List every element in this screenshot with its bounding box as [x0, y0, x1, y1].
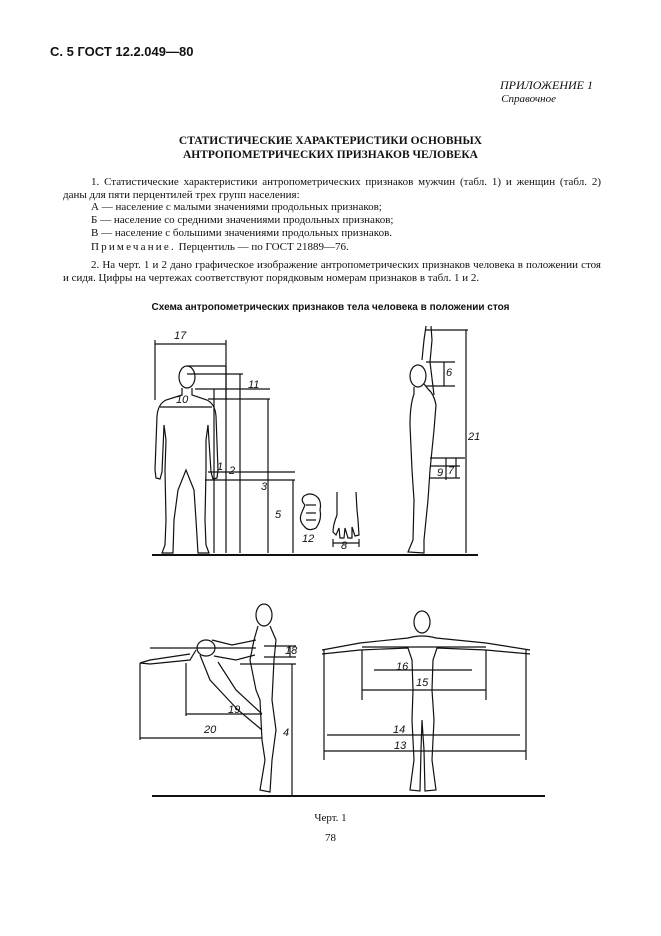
label-13: 13: [394, 740, 407, 752]
page-number: 78: [325, 832, 336, 844]
reach-figure: [140, 604, 276, 792]
note-text: Перцентиль — по ГОСТ 21889—76.: [175, 241, 349, 253]
label-3: 3: [261, 481, 268, 493]
figure-caption: Схема антропометрических признаков тела человека в положении стоя: [151, 302, 510, 313]
label-15: 15: [416, 677, 429, 689]
drawing-label: Черт. 1: [314, 812, 347, 824]
label-16: 16: [396, 661, 409, 673]
label-8: 8: [341, 540, 348, 552]
appendix-kind: Справочное: [501, 93, 556, 105]
label-11: 11: [248, 379, 260, 391]
label-21: 21: [468, 431, 481, 443]
arms-spread-figure: [322, 611, 530, 791]
paragraph-1: 1. Статистические характеристики антропометрических признаков мужчин (табл. 1) и женщин (табл. 2) даны для пяти перцентилей трех групп населения:: [63, 176, 601, 201]
title-line-2: АНТРОПОМЕТРИЧЕСКИХ ПРИЗНАКОВ ЧЕЛОВЕКА: [183, 149, 478, 161]
fist-sketch: [300, 494, 320, 530]
label-9: 9: [437, 467, 444, 479]
paragraph-2: 2. На черт. 1 и 2 дано графическое изображение антропометрических признаков человека в положении стоя и сидя. Цифры на чертежах соответствуют порядковым номерам признаков в табл. 1 и 2.: [63, 259, 601, 284]
label-7: 7: [448, 465, 455, 477]
note-label: Примечание.: [91, 241, 176, 253]
label-6: 6: [446, 367, 453, 379]
label-18: 18: [285, 645, 298, 657]
title-line-1: СТАТИСТИЧЕСКИЕ ХАРАКТЕРИСТИКИ ОСНОВНЫХ: [178, 135, 483, 147]
side-figure: [408, 326, 436, 553]
document-header: С. 5 ГОСТ 12.2.049—80: [50, 44, 194, 59]
label-1: 1: [217, 461, 224, 473]
label-12: 12: [302, 533, 315, 545]
label-10: 10: [176, 394, 189, 406]
label-14: 14: [393, 724, 406, 736]
label-4: 4: [283, 727, 290, 739]
group-a: А — население с малыми значениями продольных признаков;: [91, 201, 382, 213]
label-17: 17: [174, 330, 187, 342]
label-19: 19: [228, 704, 241, 716]
hand-sketch: [333, 492, 359, 538]
group-b: Б — население со средними значениями продольных признаков;: [91, 214, 394, 226]
label-2: 2: [229, 465, 236, 477]
group-c: В — население с большими значениями продольных признаков.: [91, 227, 393, 239]
label-20: 20: [204, 724, 217, 736]
appendix-label: ПРИЛОЖЕНИЕ 1: [500, 78, 593, 92]
label-5: 5: [275, 509, 282, 521]
